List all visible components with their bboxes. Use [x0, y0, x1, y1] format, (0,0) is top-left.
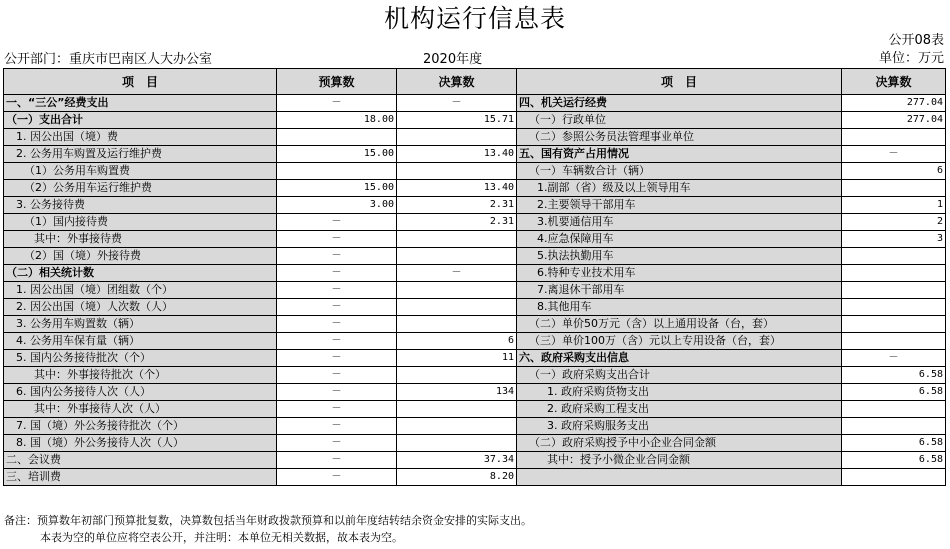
budget-cell: － — [277, 418, 397, 435]
header-item-left: 项 目 — [4, 69, 277, 95]
budget-cell — [277, 163, 397, 180]
actual-right-cell — [842, 180, 946, 197]
table-row — [4, 367, 946, 384]
actual-left-cell — [397, 231, 517, 248]
actual-left-cell: 2.31 — [397, 197, 517, 214]
actual-right-cell — [842, 401, 946, 418]
actual-right-cell: 2 — [842, 214, 946, 231]
right-item-cell: 3. 政府采购服务支出 — [517, 418, 842, 435]
budget-cell: 3.00 — [277, 197, 397, 214]
actual-left-cell: 11 — [397, 350, 517, 367]
actual-right-cell — [842, 299, 946, 316]
right-item-cell: （二）政府采购授予中小企业合同金额 — [517, 435, 842, 452]
right-item-cell: （一）行政单位 — [517, 112, 842, 129]
right-item-cell: （一）政府采购支出合计 — [517, 367, 842, 384]
actual-left-cell: 15.71 — [397, 112, 517, 129]
table-row — [4, 452, 946, 469]
info-table — [3, 68, 946, 486]
right-item-cell: （二）单价50万元（含）以上通用设备（台，套） — [517, 316, 842, 333]
right-item-cell: 1. 政府采购货物支出 — [517, 384, 842, 401]
actual-left-cell — [397, 316, 517, 333]
table-row — [4, 129, 946, 146]
table-row — [4, 163, 946, 180]
left-item-cell: 一、“三公”经费支出 — [4, 95, 277, 112]
budget-cell: － — [277, 265, 397, 282]
budget-cell: － — [277, 435, 397, 452]
actual-right-cell — [842, 265, 946, 282]
right-item-cell: 1.副部（省）级及以上领导用车 — [517, 180, 842, 197]
year-label: 2020年度 — [423, 52, 483, 67]
actual-right-cell: － — [842, 350, 946, 367]
budget-cell: － — [277, 316, 397, 333]
left-item-cell: 三、培训费 — [4, 469, 277, 486]
left-item-cell: 二、会议费 — [4, 452, 277, 469]
actual-left-cell: 37.34 — [397, 452, 517, 469]
left-item-cell: （2）国（境）外接待费 — [4, 248, 277, 265]
budget-cell: － — [277, 367, 397, 384]
actual-right-cell: 277.04 — [842, 112, 946, 129]
left-item-cell: 2. 公务用车购置及运行维护费 — [4, 146, 277, 163]
table-row — [4, 299, 946, 316]
table-row — [4, 231, 946, 248]
actual-right-cell: 6.58 — [842, 452, 946, 469]
department-label: 公开部门：重庆市巴南区人大办公室 — [4, 52, 213, 67]
budget-cell: － — [277, 231, 397, 248]
actual-left-cell: 6 — [397, 333, 517, 350]
actual-right-cell — [842, 469, 946, 486]
budget-cell: － — [277, 401, 397, 418]
budget-cell: － — [277, 384, 397, 401]
actual-left-cell: － — [397, 95, 517, 112]
actual-right-cell: 6.58 — [842, 367, 946, 384]
budget-cell: 15.00 — [277, 180, 397, 197]
form-number: 公开08表 — [888, 33, 944, 48]
page-title: 机构运行信息表 — [383, 4, 566, 33]
actual-left-cell — [397, 163, 517, 180]
left-item-cell: 5. 国内公务接待批次（个） — [4, 350, 277, 367]
left-item-cell: （一）支出合计 — [4, 112, 277, 129]
actual-left-cell — [397, 435, 517, 452]
right-item-cell: （二）参照公务员法管理事业单位 — [517, 129, 842, 146]
budget-cell: － — [277, 469, 397, 486]
left-item-cell: （2）公务用车运行维护费 — [4, 180, 277, 197]
table-header-row — [4, 69, 946, 95]
budget-cell: － — [277, 452, 397, 469]
budget-cell: － — [277, 350, 397, 367]
header-budget: 预算数 — [277, 69, 397, 95]
table-row — [4, 282, 946, 299]
left-item-cell: 3. 公务接待费 — [4, 197, 277, 214]
table-row — [4, 316, 946, 333]
left-item-cell: （二）相关统计数 — [4, 265, 277, 282]
table-row — [4, 418, 946, 435]
right-item-cell: 六、政府采购支出信息 — [517, 350, 842, 367]
table-row — [4, 95, 946, 112]
left-item-cell: 其中：外事接待批次（个） — [4, 367, 277, 384]
right-item-cell: 4.应急保障用车 — [517, 231, 842, 248]
table-row — [4, 180, 946, 197]
table-row — [4, 248, 946, 265]
right-item-cell: 3.机要通信用车 — [517, 214, 842, 231]
left-item-cell: 6. 国内公务接待人次（人） — [4, 384, 277, 401]
left-item-cell: （1）国内接待费 — [4, 214, 277, 231]
table-row — [4, 214, 946, 231]
actual-left-cell: 13.40 — [397, 180, 517, 197]
table-row — [4, 384, 946, 401]
budget-cell: － — [277, 95, 397, 112]
left-item-cell: 4. 公务用车保有量（辆） — [4, 333, 277, 350]
budget-cell: － — [277, 282, 397, 299]
right-item-cell: 五、国有资产占用情况 — [517, 146, 842, 163]
right-item-cell: 其中：授予小微企业合同金额 — [517, 452, 842, 469]
actual-left-cell — [397, 248, 517, 265]
actual-right-cell: 1 — [842, 197, 946, 214]
notes — [4, 512, 532, 546]
budget-cell: － — [277, 248, 397, 265]
left-item-cell: 其中：外事接待人次（人） — [4, 401, 277, 418]
left-item-cell: 7. 国（境）外公务接待批次（个） — [4, 418, 277, 435]
actual-right-cell — [842, 129, 946, 146]
left-item-cell: 8. 国（境）外公务接待人次（人） — [4, 435, 277, 452]
actual-left-cell: － — [397, 265, 517, 282]
header-actual-right: 决算数 — [842, 69, 946, 95]
left-item-cell: 1. 因公出国（境）团组数（个） — [4, 282, 277, 299]
table-row — [4, 469, 946, 486]
actual-right-cell: － — [842, 146, 946, 163]
right-item-cell: 2.主要领导干部用车 — [517, 197, 842, 214]
actual-right-cell: 3 — [842, 231, 946, 248]
right-item-cell: （一）车辆数合计（辆） — [517, 163, 842, 180]
right-item-cell — [517, 469, 842, 486]
budget-cell: － — [277, 214, 397, 231]
table-row — [4, 197, 946, 214]
budget-cell: － — [277, 299, 397, 316]
actual-right-cell: 6 — [842, 163, 946, 180]
actual-right-cell: 6.58 — [842, 384, 946, 401]
actual-left-cell: 134 — [397, 384, 517, 401]
budget-cell: 18.00 — [277, 112, 397, 129]
actual-right-cell — [842, 282, 946, 299]
table-row — [4, 401, 946, 418]
actual-right-cell — [842, 248, 946, 265]
actual-left-cell: 8.20 — [397, 469, 517, 486]
left-item-cell: 1. 因公出国（境）费 — [4, 129, 277, 146]
actual-right-cell — [842, 333, 946, 350]
budget-cell: 15.00 — [277, 146, 397, 163]
actual-left-cell: 13.40 — [397, 146, 517, 163]
actual-left-cell — [397, 401, 517, 418]
left-item-cell: 其中：外事接待费 — [4, 231, 277, 248]
actual-left-cell — [397, 129, 517, 146]
left-item-cell: （1）公务用车购置费 — [4, 163, 277, 180]
budget-cell — [277, 129, 397, 146]
right-item-cell: 四、机关运行经费 — [517, 95, 842, 112]
actual-right-cell — [842, 316, 946, 333]
actual-right-cell — [842, 418, 946, 435]
table-row — [4, 350, 946, 367]
note-line-2: 本表为空的单位应将空表公开，并注明：本单位无相关数据，故本表为空。 — [40, 531, 403, 544]
header-item-right: 项 目 — [517, 69, 842, 95]
actual-left-cell — [397, 418, 517, 435]
table-row — [4, 112, 946, 129]
right-item-cell: 5.执法执勤用车 — [517, 248, 842, 265]
right-item-cell: 6.特种专业技术用车 — [517, 265, 842, 282]
table-row — [4, 146, 946, 163]
left-item-cell: 3. 公务用车购置数（辆） — [4, 316, 277, 333]
unit-label: 单位：万元 — [878, 51, 944, 66]
right-item-cell: 8.其他用车 — [517, 299, 842, 316]
left-item-cell: 2. 因公出国（境）人次数（人） — [4, 299, 277, 316]
actual-left-cell: 2.31 — [397, 214, 517, 231]
right-item-cell: 2. 政府采购工程支出 — [517, 401, 842, 418]
table-row — [4, 333, 946, 350]
actual-left-cell — [397, 367, 517, 384]
budget-cell: － — [277, 333, 397, 350]
actual-right-cell: 277.04 — [842, 95, 946, 112]
actual-left-cell — [397, 282, 517, 299]
actual-left-cell — [397, 299, 517, 316]
note-line-1: 备注：预算数年初部门预算批复数，决算数包括当年财政拨款预算和以前年度结转结余资金安排的实际支出。 — [4, 514, 532, 527]
header-actual-left: 决算数 — [397, 69, 517, 95]
actual-right-cell: 6.58 — [842, 435, 946, 452]
table-row — [4, 265, 946, 282]
table-body — [4, 95, 946, 486]
table-row — [4, 435, 946, 452]
right-item-cell: 7.离退休干部用车 — [517, 282, 842, 299]
right-item-cell: （三）单价100万（含）元以上专用设备（台，套） — [517, 333, 842, 350]
